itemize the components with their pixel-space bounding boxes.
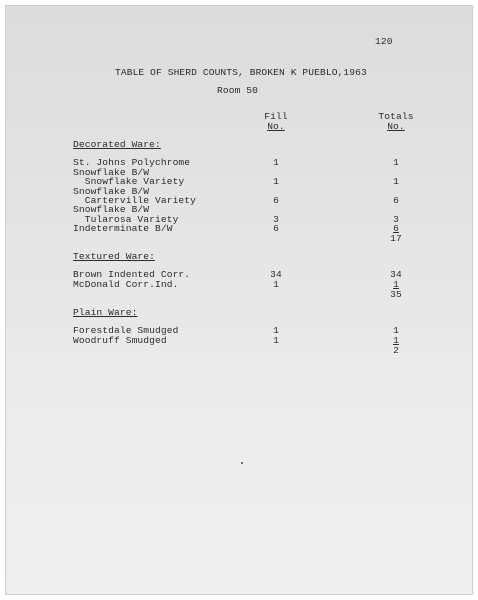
row-name: Indeterminate B/W — [73, 223, 173, 234]
row-name: Brown Indented Corr. — [73, 269, 191, 280]
row-fill: 1 — [273, 279, 279, 290]
row-total: 1 — [393, 279, 399, 290]
row-fill: 6 — [273, 195, 279, 206]
section-heading-textured: Textured Ware: — [73, 251, 156, 262]
row-name: Snowflake B/W — [73, 204, 150, 215]
row-total: 34 — [390, 269, 402, 280]
row-name: Tularosa Variety — [84, 214, 179, 225]
fill-header-line1: Fill — [264, 111, 288, 122]
row-name: McDonald Corr.Ind. — [73, 279, 179, 290]
row-total: 1 — [393, 335, 399, 346]
section-subtotal: 2 — [393, 345, 399, 356]
paper-speck — [241, 462, 243, 464]
row-name: Woodruff Smudged — [73, 335, 167, 346]
row-total: 1 — [393, 325, 399, 336]
row-name: Snowflake B/W — [73, 186, 150, 197]
row-fill: 1 — [273, 157, 279, 168]
document-subtitle: Room 50 — [217, 85, 259, 96]
section-subtotal: 35 — [390, 289, 402, 300]
row-total: 6 — [393, 223, 399, 234]
row-name: Snowflake B/W — [73, 167, 150, 178]
row-name: St. Johns Polychrome — [73, 157, 191, 168]
page-number: 120 — [375, 36, 393, 47]
section-heading-decorated: Decorated Ware: — [73, 139, 161, 150]
totals-header-line2: No. — [387, 121, 405, 132]
row-fill: 1 — [273, 176, 279, 187]
row-total: 1 — [393, 176, 399, 187]
totals-header-line1: Totals — [378, 111, 414, 122]
document-title: TABLE OF SHERD COUNTS, BROKEN K PUEBLO,1963 — [115, 67, 367, 78]
row-fill: 1 — [273, 335, 279, 346]
row-total: 1 — [393, 157, 399, 168]
row-total: 3 — [393, 214, 399, 225]
row-total: 6 — [393, 195, 399, 206]
row-fill: 3 — [273, 214, 279, 225]
row-name: Forestdale Smudged — [73, 325, 179, 336]
row-name: Carterville Variety — [84, 195, 197, 206]
document-page — [5, 5, 473, 595]
section-subtotal: 17 — [390, 233, 402, 244]
row-fill: 1 — [273, 325, 279, 336]
row-fill: 34 — [270, 269, 282, 280]
row-name: Snowflake Variety — [84, 176, 185, 187]
fill-header-line2: No. — [267, 121, 285, 132]
section-heading-plain: Plain Ware: — [73, 307, 138, 318]
row-fill: 6 — [273, 223, 279, 234]
